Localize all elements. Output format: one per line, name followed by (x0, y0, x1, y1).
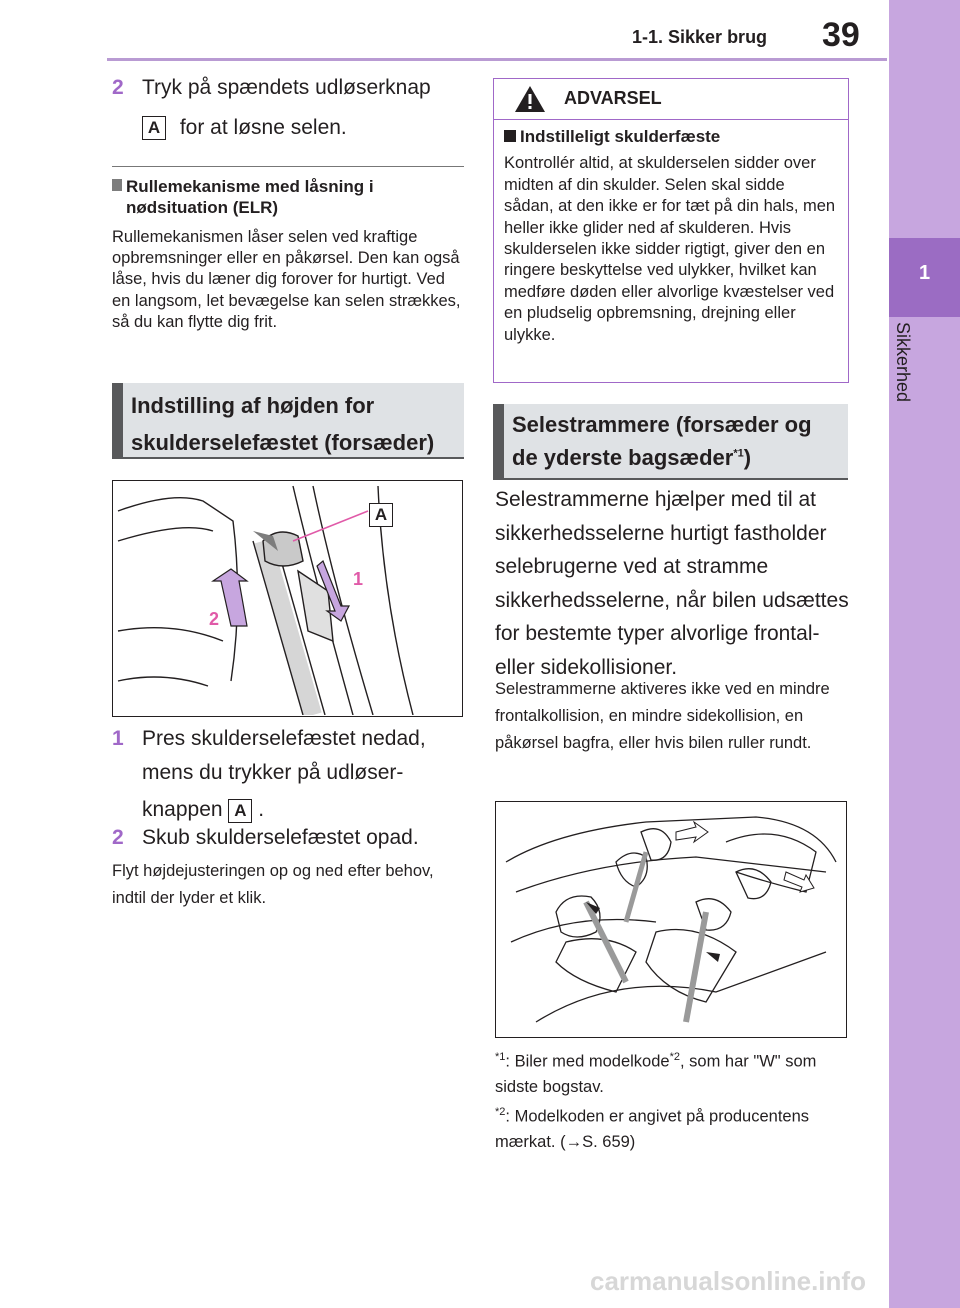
section-heading: Indstilling af højden for skulderselefæstet (forsæder) (112, 383, 464, 459)
warning-title: ADVARSEL (564, 88, 662, 108)
header-rule (107, 58, 887, 61)
step-number: 2 (112, 826, 124, 849)
adjust-step-2 (112, 821, 472, 855)
step-number: 1 (112, 727, 124, 750)
step-text: Pres skulderselefæstet nedad, mens du trykker på udløser- (142, 727, 426, 784)
pretensioner-figure (495, 801, 847, 1038)
step-text-cont: knappen (142, 798, 223, 822)
warning-body: Kontrollér altid, at skulderselen sidder over midten af din skulder. Selen skal sidde sådan, at den ikke er for tæt på din hals, men heller ikke glider ned af skulderen. Hvis skulderselen ikke sidder rigtigt, giver den en ringere beskyttelse ved ulykker, hvilket kan medføre døden eller alvorlige kvæstelser ved en pludselig opbremsning, drejning eller ulykke. (504, 154, 836, 344)
step-number: 2 (112, 76, 124, 99)
warning-header (494, 79, 848, 120)
warning-box (493, 78, 849, 383)
elr-section (112, 176, 464, 334)
adjust-note: Flyt højdejusteringen op og ned efter behov, indtil der lyder et klik. (112, 862, 434, 908)
release-step (112, 71, 472, 144)
section-title: 1-1. Sikker brug (632, 27, 768, 47)
cabin-occupants-illustration (496, 802, 845, 1036)
divider (112, 166, 464, 167)
pretensioner-paragraph: Selestrammerne hjælper med til at sikkerhedsselerne hurtigt fastholder selebrugerne ved at stramme sikkerhedsselerne, når bilen udsættes for bestemte typer alvorlige frontal- eller sidekollisioner. (495, 488, 849, 679)
shoulder-anchor-figure (112, 480, 463, 717)
step-text: Skub skulderselefæstet opad. (142, 826, 419, 849)
page-number: 39 (822, 16, 860, 54)
adjust-step-1 (112, 722, 472, 827)
section-heading: Selestrammere (forsæder og de yderste bagsæder$^{*1}$) (493, 404, 848, 480)
warning-triangle-icon (514, 85, 546, 113)
footnote-2: $^{*2}$: Modelkoden er angivet på producentens mærkat. (→S. 659) (495, 1106, 810, 1152)
figure-label-2: 2 (209, 609, 220, 629)
chapter-tab (889, 0, 960, 1308)
step-period: . (258, 798, 265, 822)
figure-label-1: 1 (353, 569, 364, 589)
chapter-number: 1 (918, 262, 931, 284)
chapter-label: Sikkerhed (893, 322, 913, 403)
watermark: carmanualsonline.info (590, 1266, 866, 1296)
elr-title: Rullemekanisme med låsning i nødsituation (ELR) (126, 177, 374, 218)
bullet-square-icon (112, 179, 122, 191)
elr-body: Rullemekanismen låser selen ved kraftige opbremsninger eller en påkørsel. Den kan også låse, hvis du læner dig forover for hurtigt. Ved en langsom, let bevægelse kan selen strækkes, så du kan flytte dig frit. (112, 227, 461, 332)
figure-label-a: A (369, 503, 393, 527)
shoulder-anchor-illustration (113, 481, 461, 715)
step-text: Tryk på spændets udløserknap (142, 76, 431, 99)
marker-a: A (228, 799, 252, 823)
footnote-1: $^{*1}$: Biler med modelkode$^{*2}$, som har "W" som sidste bogstav. (495, 1051, 817, 1097)
arrow-right-icon: → (565, 1133, 583, 1152)
bullet-square-icon (504, 130, 516, 142)
marker-a: A (142, 116, 166, 140)
warning-subtitle: Indstilleligt skulderfæste (504, 126, 838, 147)
pretensioner-note: Selestrammerne aktiveres ikke ved en mindre frontalkollision, en mindre sidekollision, en påkørsel bagfra, eller hvis bilen ruller rundt. (495, 680, 830, 753)
step-text-cont: for at løsne selen. (179, 115, 347, 139)
